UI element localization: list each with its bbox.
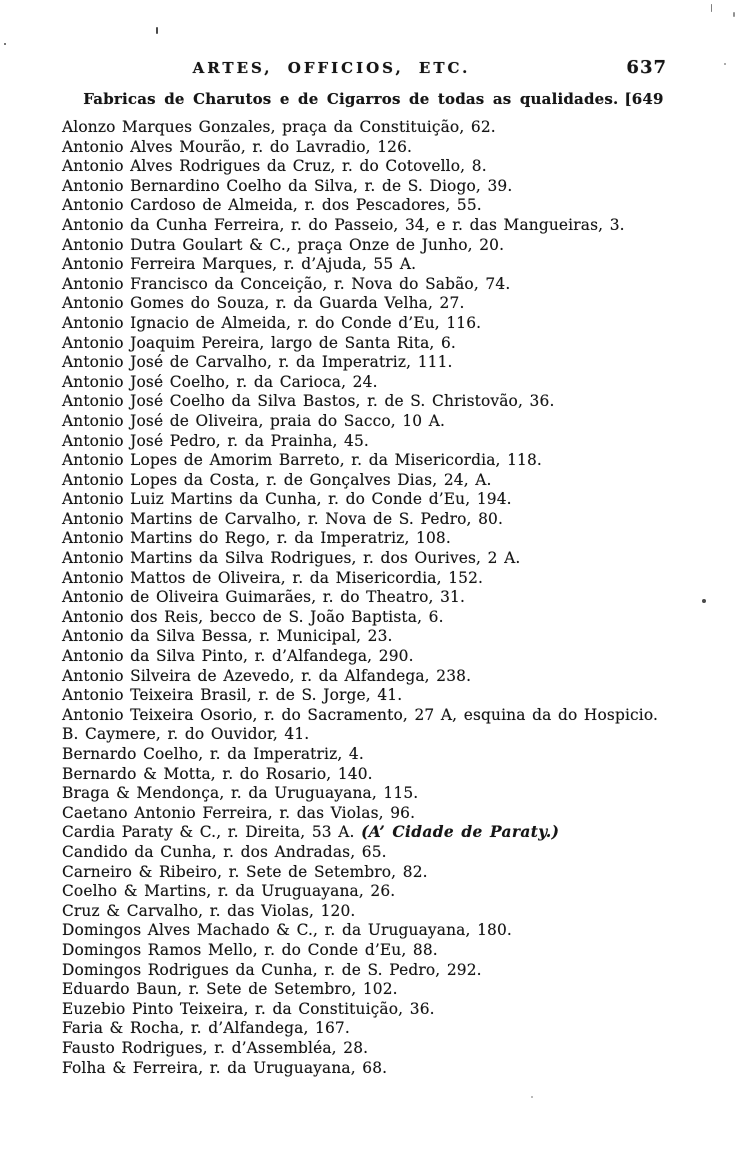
- ink-speck: [702, 599, 706, 603]
- list-item: [62, 432, 691, 452]
- entry-text: Antonio da Silva Bessa, r. Municipal, 23.: [62, 627, 393, 646]
- entry-text: Candido da Cunha, r. dos Andradas, 65.: [62, 842, 387, 861]
- list-item: [62, 275, 691, 295]
- entry-text: Antonio Martins da Silva Rodrigues, r. dos Ourives, 2 A.: [62, 549, 521, 568]
- entry-text: Antonio José de Oliveira, praia do Sacco, 10 A.: [62, 411, 446, 430]
- list-item: [62, 627, 691, 647]
- list-item: [62, 412, 691, 432]
- entry-text: Antonio Cardoso de Almeida, r. dos Pescadores, 55.: [62, 196, 482, 215]
- entry-text: Caetano Antonio Ferreira, r. das Violas, 96.: [62, 803, 416, 822]
- list-item: [62, 177, 691, 197]
- list-item: [62, 1019, 691, 1039]
- entry-text: Antonio Ignacio de Almeida, r. do Conde d’Eu, 116.: [62, 313, 482, 332]
- entry-text: Antonio Martins de Carvalho, r. Nova de S. Pedro, 80.: [62, 509, 504, 528]
- list-item: [62, 314, 691, 334]
- list-item: [62, 706, 691, 726]
- list-item: [62, 588, 691, 608]
- directory-list: [62, 118, 691, 1078]
- entry-text: B. Caymere, r. do Ouvidor, 41.: [62, 725, 310, 744]
- entry-text: Antonio de Oliveira Guimarães, r. do Theatro, 31.: [62, 588, 465, 607]
- list-item: [62, 490, 691, 510]
- list-item: [62, 902, 691, 922]
- list-item: [62, 334, 691, 354]
- list-item: [62, 471, 691, 491]
- entry-text: Cruz & Carvalho, r. das Violas, 120.: [62, 901, 356, 920]
- entry-text: Cardia Paraty & C., r. Direita, 53 A.: [62, 823, 355, 842]
- entry-text: Antonio Joaquim Pereira, largo de Santa Rita, 6.: [62, 333, 456, 352]
- list-item: [62, 294, 691, 314]
- list-item: [62, 529, 691, 549]
- entry-text: Braga & Mendonça, r. da Uruguayana, 115.: [62, 784, 419, 803]
- entry-text: Coelho & Martins, r. da Uruguayana, 26.: [62, 882, 396, 901]
- entry-text: Antonio Teixeira Osorio, r. do Sacramento, 27 A, esquina da do Hospicio.: [62, 705, 659, 724]
- entry-text: Antonio Dutra Goulart & C., praça Onze de Junho, 20.: [62, 235, 505, 254]
- list-item: [62, 1059, 691, 1079]
- entry-text: Antonio Silveira de Azevedo, r. da Alfandega, 238.: [62, 666, 472, 685]
- list-item: [62, 353, 691, 373]
- entry-text: Antonio José de Carvalho, r. da Imperatriz, 111.: [62, 353, 453, 372]
- list-item: [62, 157, 691, 177]
- entry-text: Antonio Alves Rodrigues da Cruz, r. do Cotovello, 8.: [62, 157, 487, 176]
- ink-speck: [724, 63, 726, 65]
- list-item: [62, 823, 691, 843]
- entry-text: Antonio José Pedro, r. da Prainha, 45.: [62, 431, 369, 450]
- list-item: [62, 725, 691, 745]
- list-item: [62, 882, 691, 902]
- ink-speck: [711, 4, 712, 12]
- entry-text: Antonio Mattos de Oliveira, r. da Misericordia, 152.: [62, 568, 484, 587]
- entry-text: Fausto Rodrigues, r. d’Assembléa, 28.: [62, 1038, 369, 1057]
- section-ref-number: [649: [624, 90, 664, 108]
- list-item: [62, 1039, 691, 1059]
- entry-text: Domingos Alves Machado & C., r. da Uruguayana, 180.: [62, 921, 512, 940]
- list-item: [62, 686, 691, 706]
- list-item: [62, 765, 691, 785]
- list-item: [62, 138, 691, 158]
- entry-text: Antonio José Coelho da Silva Bastos, r. de S. Christovão, 36.: [62, 392, 555, 411]
- entry-text: Faria & Rocha, r. d’Alfandega, 167.: [62, 1019, 350, 1038]
- list-item: [62, 373, 691, 393]
- list-item: [62, 804, 691, 824]
- ink-speck: [4, 43, 6, 45]
- entry-text: Antonio dos Reis, becco de S. João Baptista, 6.: [62, 607, 444, 626]
- list-item: [62, 392, 691, 412]
- list-item: [62, 961, 691, 981]
- list-item: [62, 510, 691, 530]
- entry-text: Folha & Ferreira, r. da Uruguayana, 68.: [62, 1058, 388, 1077]
- entry-text: Antonio Luiz Martins da Cunha, r. do Conde d’Eu, 194.: [62, 490, 512, 509]
- list-item: [62, 941, 691, 961]
- list-item: [62, 608, 691, 628]
- entry-text: Antonio da Silva Pinto, r. d’Alfandega, 290.: [62, 647, 414, 666]
- entry-text: Antonio Lopes de Amorim Barreto, r. da Misericordia, 118.: [62, 451, 542, 470]
- list-item: [62, 745, 691, 765]
- entry-note: (A’ Cidade de Paraty.): [361, 823, 560, 842]
- page-header: [0, 58, 663, 77]
- entry-text: Antonio Francisco da Conceição, r. Nova do Sabão, 74.: [62, 274, 511, 293]
- entry-text: Domingos Rodrigues da Cunha, r. de S. Pedro, 292.: [62, 960, 482, 979]
- list-item: [62, 980, 691, 1000]
- list-item: [62, 236, 691, 256]
- entry-text: Euzebio Pinto Teixeira, r. da Constituição, 36.: [62, 999, 435, 1018]
- entry-text: Antonio Gomes do Souza, r. da Guarda Velha, 27.: [62, 294, 465, 313]
- list-item: [62, 863, 691, 883]
- list-item: [62, 784, 691, 804]
- entry-text: Antonio Lopes da Costa, r. de Gonçalves Dias, 24, A.: [62, 470, 492, 489]
- list-item: [62, 843, 691, 863]
- list-item: [62, 118, 691, 138]
- entry-text: Eduardo Baun, r. Sete de Setembro, 102.: [62, 980, 398, 999]
- section-title-text: Fabricas de Charutos e de Cigarros de todas as qualidades.: [83, 90, 619, 108]
- list-item: [62, 1000, 691, 1020]
- list-item: [62, 549, 691, 569]
- list-item: [62, 196, 691, 216]
- entry-text: Carneiro & Ribeiro, r. Sete de Setembro, 82.: [62, 862, 428, 881]
- entry-text: Antonio Martins do Rego, r. da Imperatriz, 108.: [62, 529, 451, 548]
- ink-speck: [733, 12, 735, 17]
- entry-text: Bernardo & Motta, r. do Rosario, 140.: [62, 764, 373, 783]
- entry-text: Antonio Ferreira Marques, r. d’Ajuda, 55 A.: [62, 255, 417, 274]
- entry-text: Domingos Ramos Mello, r. do Conde d’Eu, 88.: [62, 940, 438, 959]
- entry-text: Antonio da Cunha Ferreira, r. do Passeio, 34, e r. das Mangueiras, 3.: [62, 215, 625, 234]
- ink-speck: [156, 27, 158, 34]
- list-item: [62, 451, 691, 471]
- entry-text: Antonio Teixeira Brasil, r. de S. Jorge, 41.: [62, 686, 403, 705]
- list-item: [62, 921, 691, 941]
- ink-speck: [531, 1096, 533, 1098]
- running-title: ARTES, OFFICIOS, ETC.: [192, 59, 471, 77]
- section-title: [0, 90, 747, 108]
- entry-text: Alonzo Marques Gonzales, praça da Constituição, 62.: [62, 118, 496, 136]
- list-item: [62, 667, 691, 687]
- entry-text: Antonio Bernardino Coelho da Silva, r. de S. Diogo, 39.: [62, 176, 513, 195]
- page-number: 637: [626, 57, 667, 78]
- list-item: [62, 647, 691, 667]
- list-item: [62, 216, 691, 236]
- entry-text: Antonio José Coelho, r. da Carioca, 24.: [62, 372, 378, 391]
- list-item: [62, 255, 691, 275]
- list-item: [62, 569, 691, 589]
- entry-text: Antonio Alves Mourão, r. do Lavradio, 126.: [62, 137, 413, 156]
- entry-text: Bernardo Coelho, r. da Imperatriz, 4.: [62, 745, 364, 763]
